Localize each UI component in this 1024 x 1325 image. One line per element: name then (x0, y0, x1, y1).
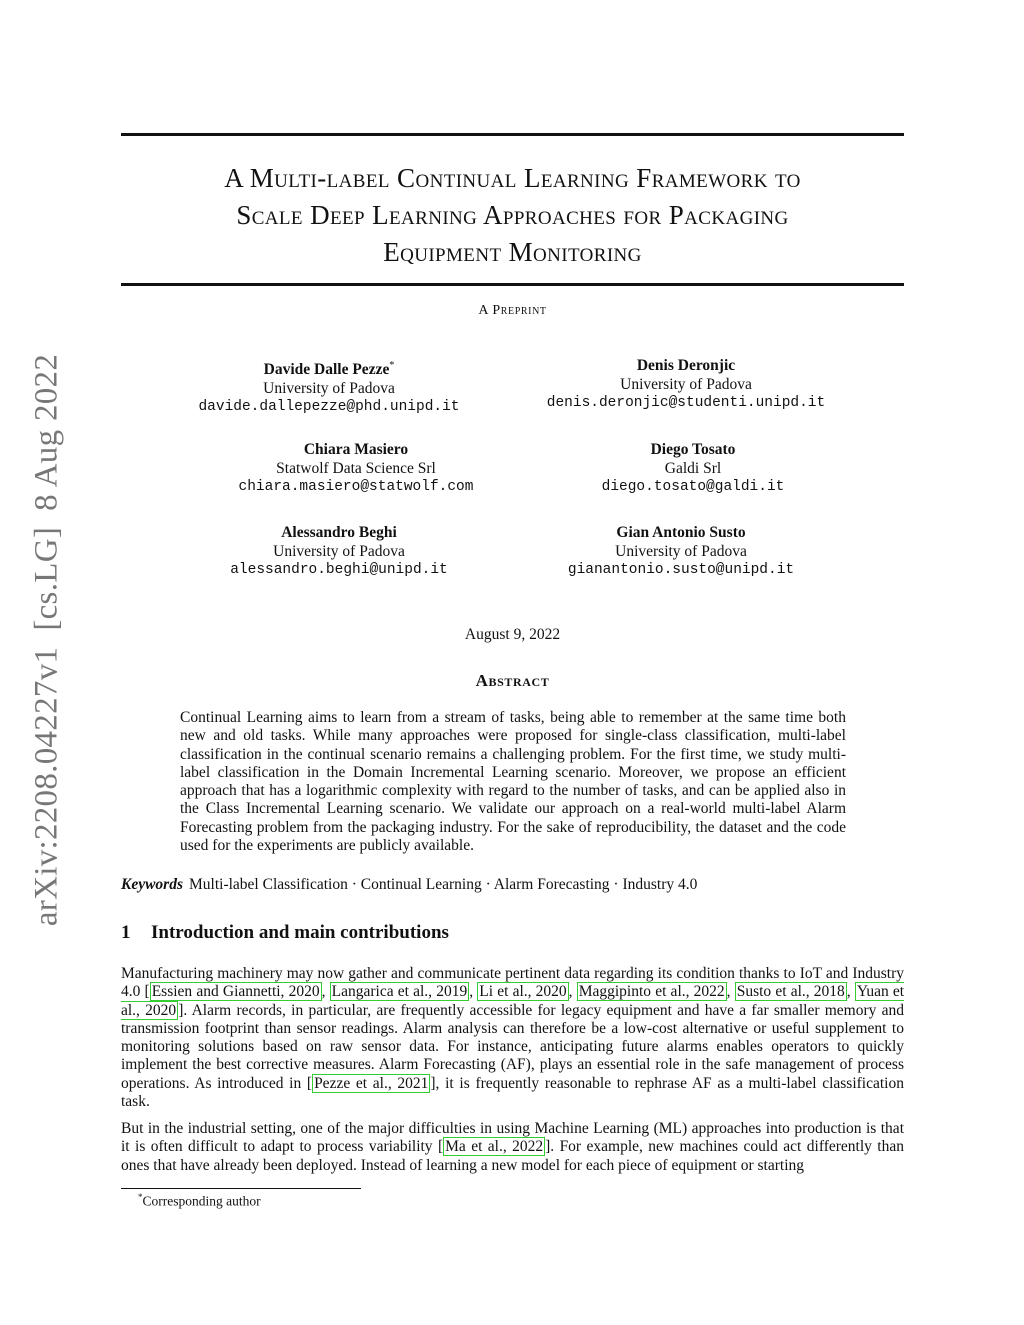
author-block (506, 356, 866, 413)
author-affiliation: University of Padova (620, 376, 752, 393)
author-block (176, 440, 536, 497)
author-email[interactable]: chiara.masiero@statwolf.com (238, 479, 474, 495)
arxiv-identifier (29, 354, 66, 926)
author-name: Denis Deronjic (636, 357, 736, 374)
author-affiliation: Galdi Srl (664, 460, 722, 477)
author-name: Gian Antonio Susto (616, 524, 746, 541)
section-number: 1 (121, 922, 131, 943)
citation-link[interactable]: Li et al., 2020 (479, 983, 567, 1001)
author-email[interactable]: davide.dallepezze@phd.unipd.it (198, 399, 460, 416)
author-affiliation: University of Padova (273, 543, 405, 560)
author-name: Alessandro Beghi (281, 524, 397, 541)
abstract-text: Continual Learning aims to learn from a stream of tasks, being able to remember at the same time both new and old tasks. While many approaches were proposed for single-class classification, multi-label classification in the continual scenario remains a challenging problem. For the first time, we study multi-label classification in the Domain Incremental Learning scenario. Moreover, we propose an efficient approach that has a logarithmic complexity with regard to the number of tasks, and can be applied also in the Class Incremental Learning scenario. We validate our approach on a real-world multi-label Alarm Forecasting problem from the packaging industry. For the sake of reproducibility, the dataset and the code used for the experiments are publicly available. (180, 709, 846, 855)
author-email[interactable]: denis.deronjic@studenti.unipd.it (546, 395, 826, 411)
keywords-label: Keywords (121, 876, 183, 893)
citation-link[interactable]: Ma et al., 2022 (445, 1138, 544, 1156)
citation-link[interactable]: Essien and Giannetti, 2020 (151, 983, 320, 1001)
author-name: Diego Tosato (650, 441, 736, 458)
paper-title (121, 160, 904, 271)
keywords (121, 876, 904, 894)
footnote-mark: * (138, 1192, 143, 1202)
title-line: Scale Deep Learning Approaches for Packaging (236, 200, 789, 230)
author-name: Davide Dalle Pezze* (263, 360, 395, 379)
footnote-text: Corresponding author (142, 1193, 261, 1209)
preprint-label: A Preprint (478, 303, 547, 318)
citation-link[interactable]: Langarica et al., 2019 (331, 983, 468, 1001)
author-email[interactable]: diego.tosato@galdi.it (601, 479, 785, 495)
citation-link[interactable]: Maggipinto et al., 2022 (578, 983, 725, 1001)
author-affiliation: Statwolf Data Science Srl (276, 460, 436, 477)
paper-date: August 9, 2022 (464, 626, 561, 643)
footnote-marker: * (389, 360, 395, 371)
intro-paragraph-1: Manufacturing machinery may now gather and communicate pertinent data regarding its condition thanks to IoT and Industry 4.0 [ Essien and Giannetti, 2020 , Langarica et al., 2019 , Li et al., 2020 , Maggipinto et al., 2022 , Susto et al., 2018 , Yuan et al., 2020 ]. Alarm records, in particular, are frequently accessible for legacy equipment and have a far smaller memory and transmission footprint than sensor readings. Alarm analysis can therefore be a low-cost alternative or useful supplement to monitoring solutions based on raw sensor data. For instance, anticipating future alarms enables operators to quickly implement the best corrective measures. Alarm Forecasting (AF), plays an essential role in the safe management of process operations. As introduced in [ Pezze et al., 2021 ], it is frequently reasonable to rephrase AF as a multi-label classification task. (121, 965, 905, 1111)
title-rule-bottom (121, 283, 904, 286)
author-block (149, 356, 509, 417)
footnote-rule (121, 1188, 361, 1189)
citation-link[interactable]: Yuan et al., 2020 (121, 983, 905, 1019)
author-name: Chiara Masiero (303, 441, 409, 458)
arxiv-date: 8 Aug 2022 (28, 353, 65, 511)
author-block (513, 440, 873, 497)
author-block (501, 523, 861, 580)
citation-link[interactable]: Pezze et al., 2021 (314, 1074, 429, 1092)
title-rule-top (121, 133, 904, 136)
section-heading (121, 922, 904, 944)
abstract-heading: Abstract (475, 671, 550, 690)
author-email[interactable]: gianantonio.susto@unipd.it (567, 562, 795, 578)
citation-link[interactable]: Susto et al., 2018 (736, 983, 845, 1001)
arxiv-category: [cs.LG] (28, 526, 65, 631)
footnote (138, 1192, 261, 1210)
section-title: Introduction and main contributions (151, 922, 449, 943)
arxiv-id: arXiv:2208.04227v1 (28, 646, 65, 927)
title-line: A Multi-label Continual Learning Framework to (224, 163, 801, 193)
author-block (159, 523, 519, 580)
author-affiliation: University of Padova (263, 380, 395, 398)
author-email[interactable]: alessandro.beghi@unipd.it (230, 562, 448, 578)
title-line: Equipment Monitoring (383, 237, 642, 267)
author-affiliation: University of Padova (615, 543, 747, 560)
keywords-list: Multi-label Classification · Continual Learning · Alarm Forecasting · Industry 4.0 (189, 876, 698, 893)
intro-paragraph-2: But in the industrial setting, one of the major difficulties in using Machine Learning (ML) approaches into production is that it is often difficult to adapt to process variability [ Ma et al., 2022 ]. For example, new machines could act differently than ones that have already been deployed. Instead of learning a new model for each piece of equipment or starting (121, 1120, 904, 1174)
